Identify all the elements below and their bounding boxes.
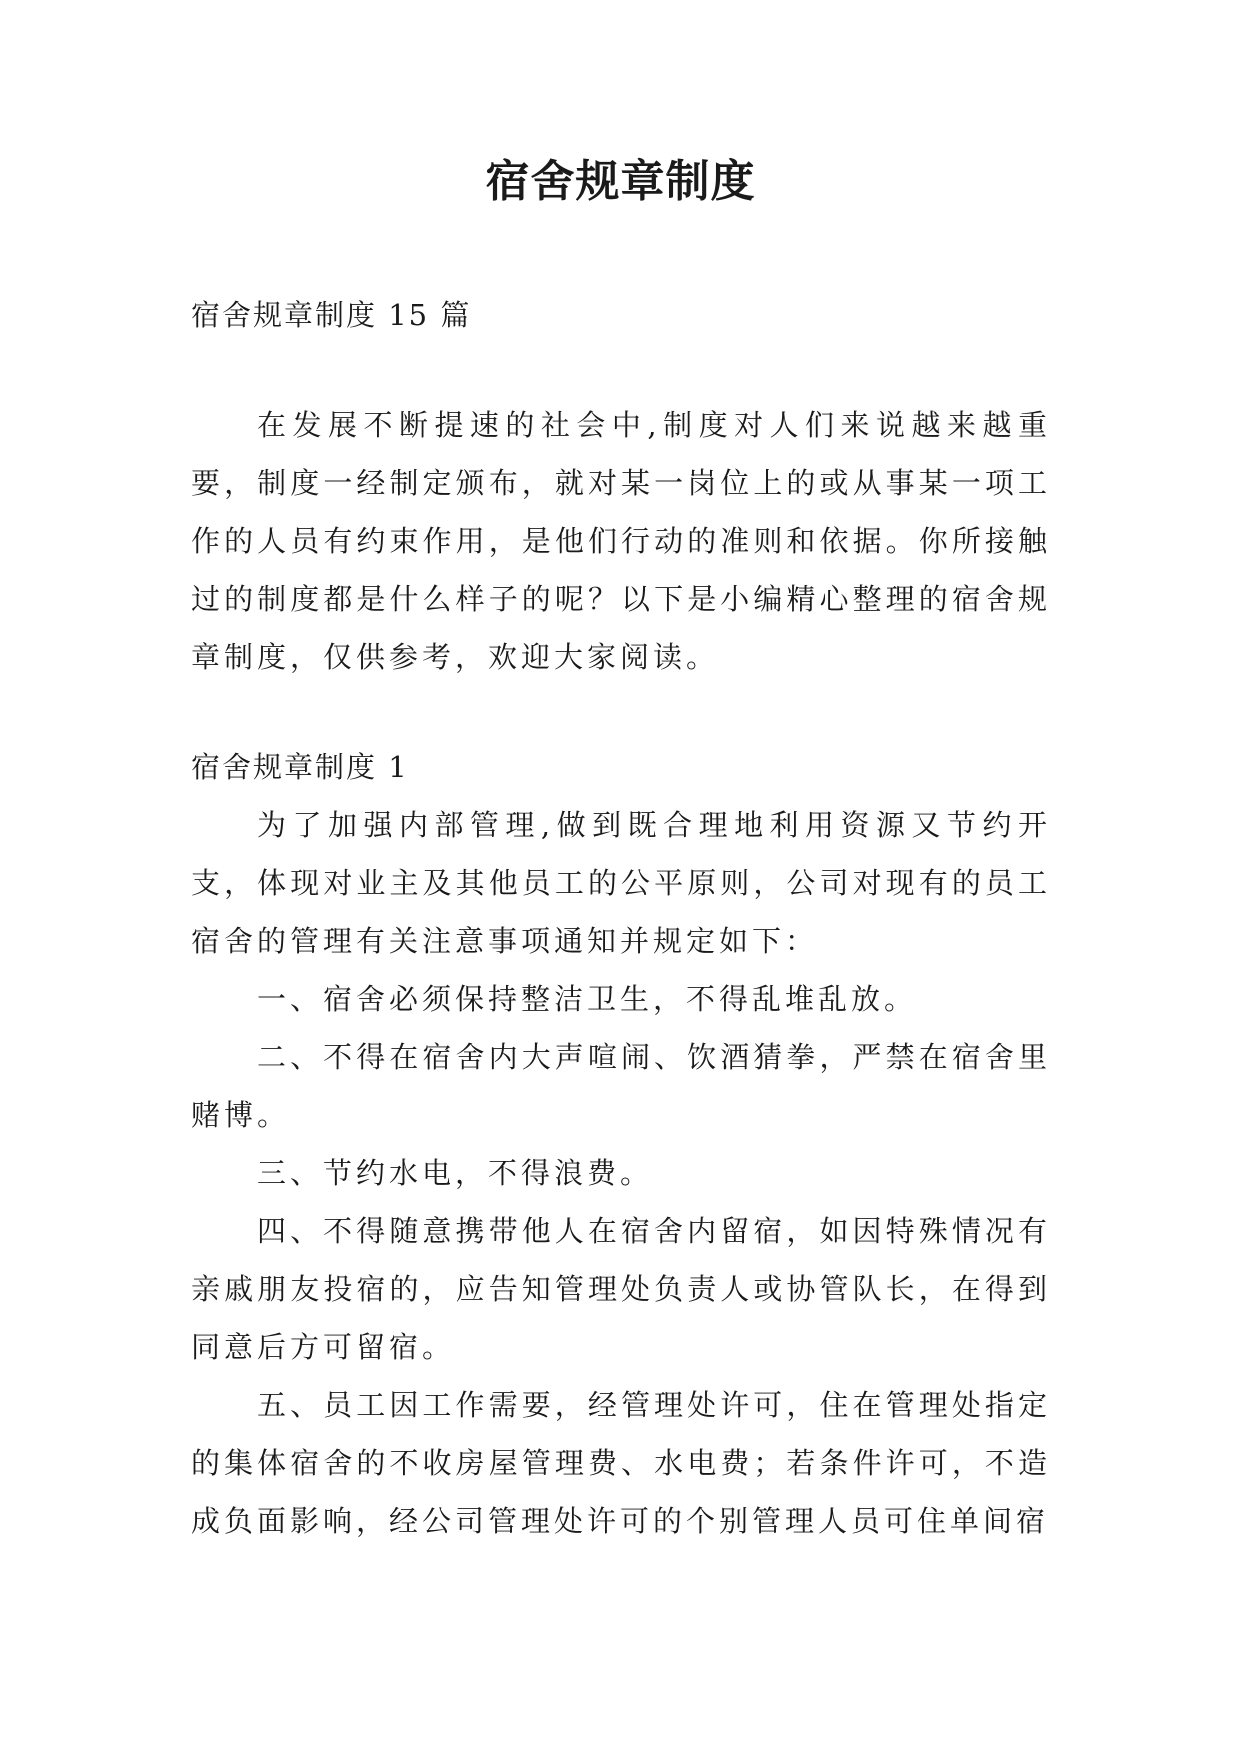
intro-paragraph: 在发展不断提速的社会中,制度对人们来说越来越重要，制度一经制定颁布，就对某一岗位上的或从事某一项工作的人员有约束作用，是他们行动的准则和依据。你所接触过的制度都是什么样子的呢？以下是小编精心整理的宿舍规章制度，仅供参考，欢迎大家阅读。 xyxy=(191,408,1051,674)
document-title: 宿舍规章制度 xyxy=(485,156,756,207)
document-body xyxy=(191,286,1051,1550)
rule-item: 五、员工因工作需要，经管理处许可，住在管理处指定的集体宿舍的不收房屋管理费、水电费；若条件许可，不造成负面影响，经公司管理处许可的个别管理人员可住单间宿 xyxy=(191,1388,1051,1538)
rule-item: 二、不得在宿舍内大声喧闹、饮酒猜拳，严禁在宿舍里赌博。 xyxy=(191,1040,1051,1132)
rule-item: 三、节约水电，不得浪费。 xyxy=(257,1156,654,1190)
document-subtitle: 宿舍规章制度 15 篇 xyxy=(191,298,472,332)
section-paragraphs xyxy=(191,796,1051,1550)
rule-item: 四、不得随意携带他人在宿舍内留宿，如因特殊情况有亲戚朋友投宿的，应告知管理处负责人或协管队长，在得到同意后方可留宿。 xyxy=(191,1214,1051,1364)
rule-item: 一、宿舍必须保持整洁卫生，不得乱堆乱放。 xyxy=(257,982,918,1016)
intro-section xyxy=(191,396,1051,686)
section-paragraph: 为了加强内部管理,做到既合理地利用资源又节约开支，体现对业主及其他员工的公平原则，公司对现有的员工宿舍的管理有关注意事项通知并规定如下： xyxy=(191,808,1051,958)
section-heading: 宿舍规章制度 1 xyxy=(191,750,409,784)
